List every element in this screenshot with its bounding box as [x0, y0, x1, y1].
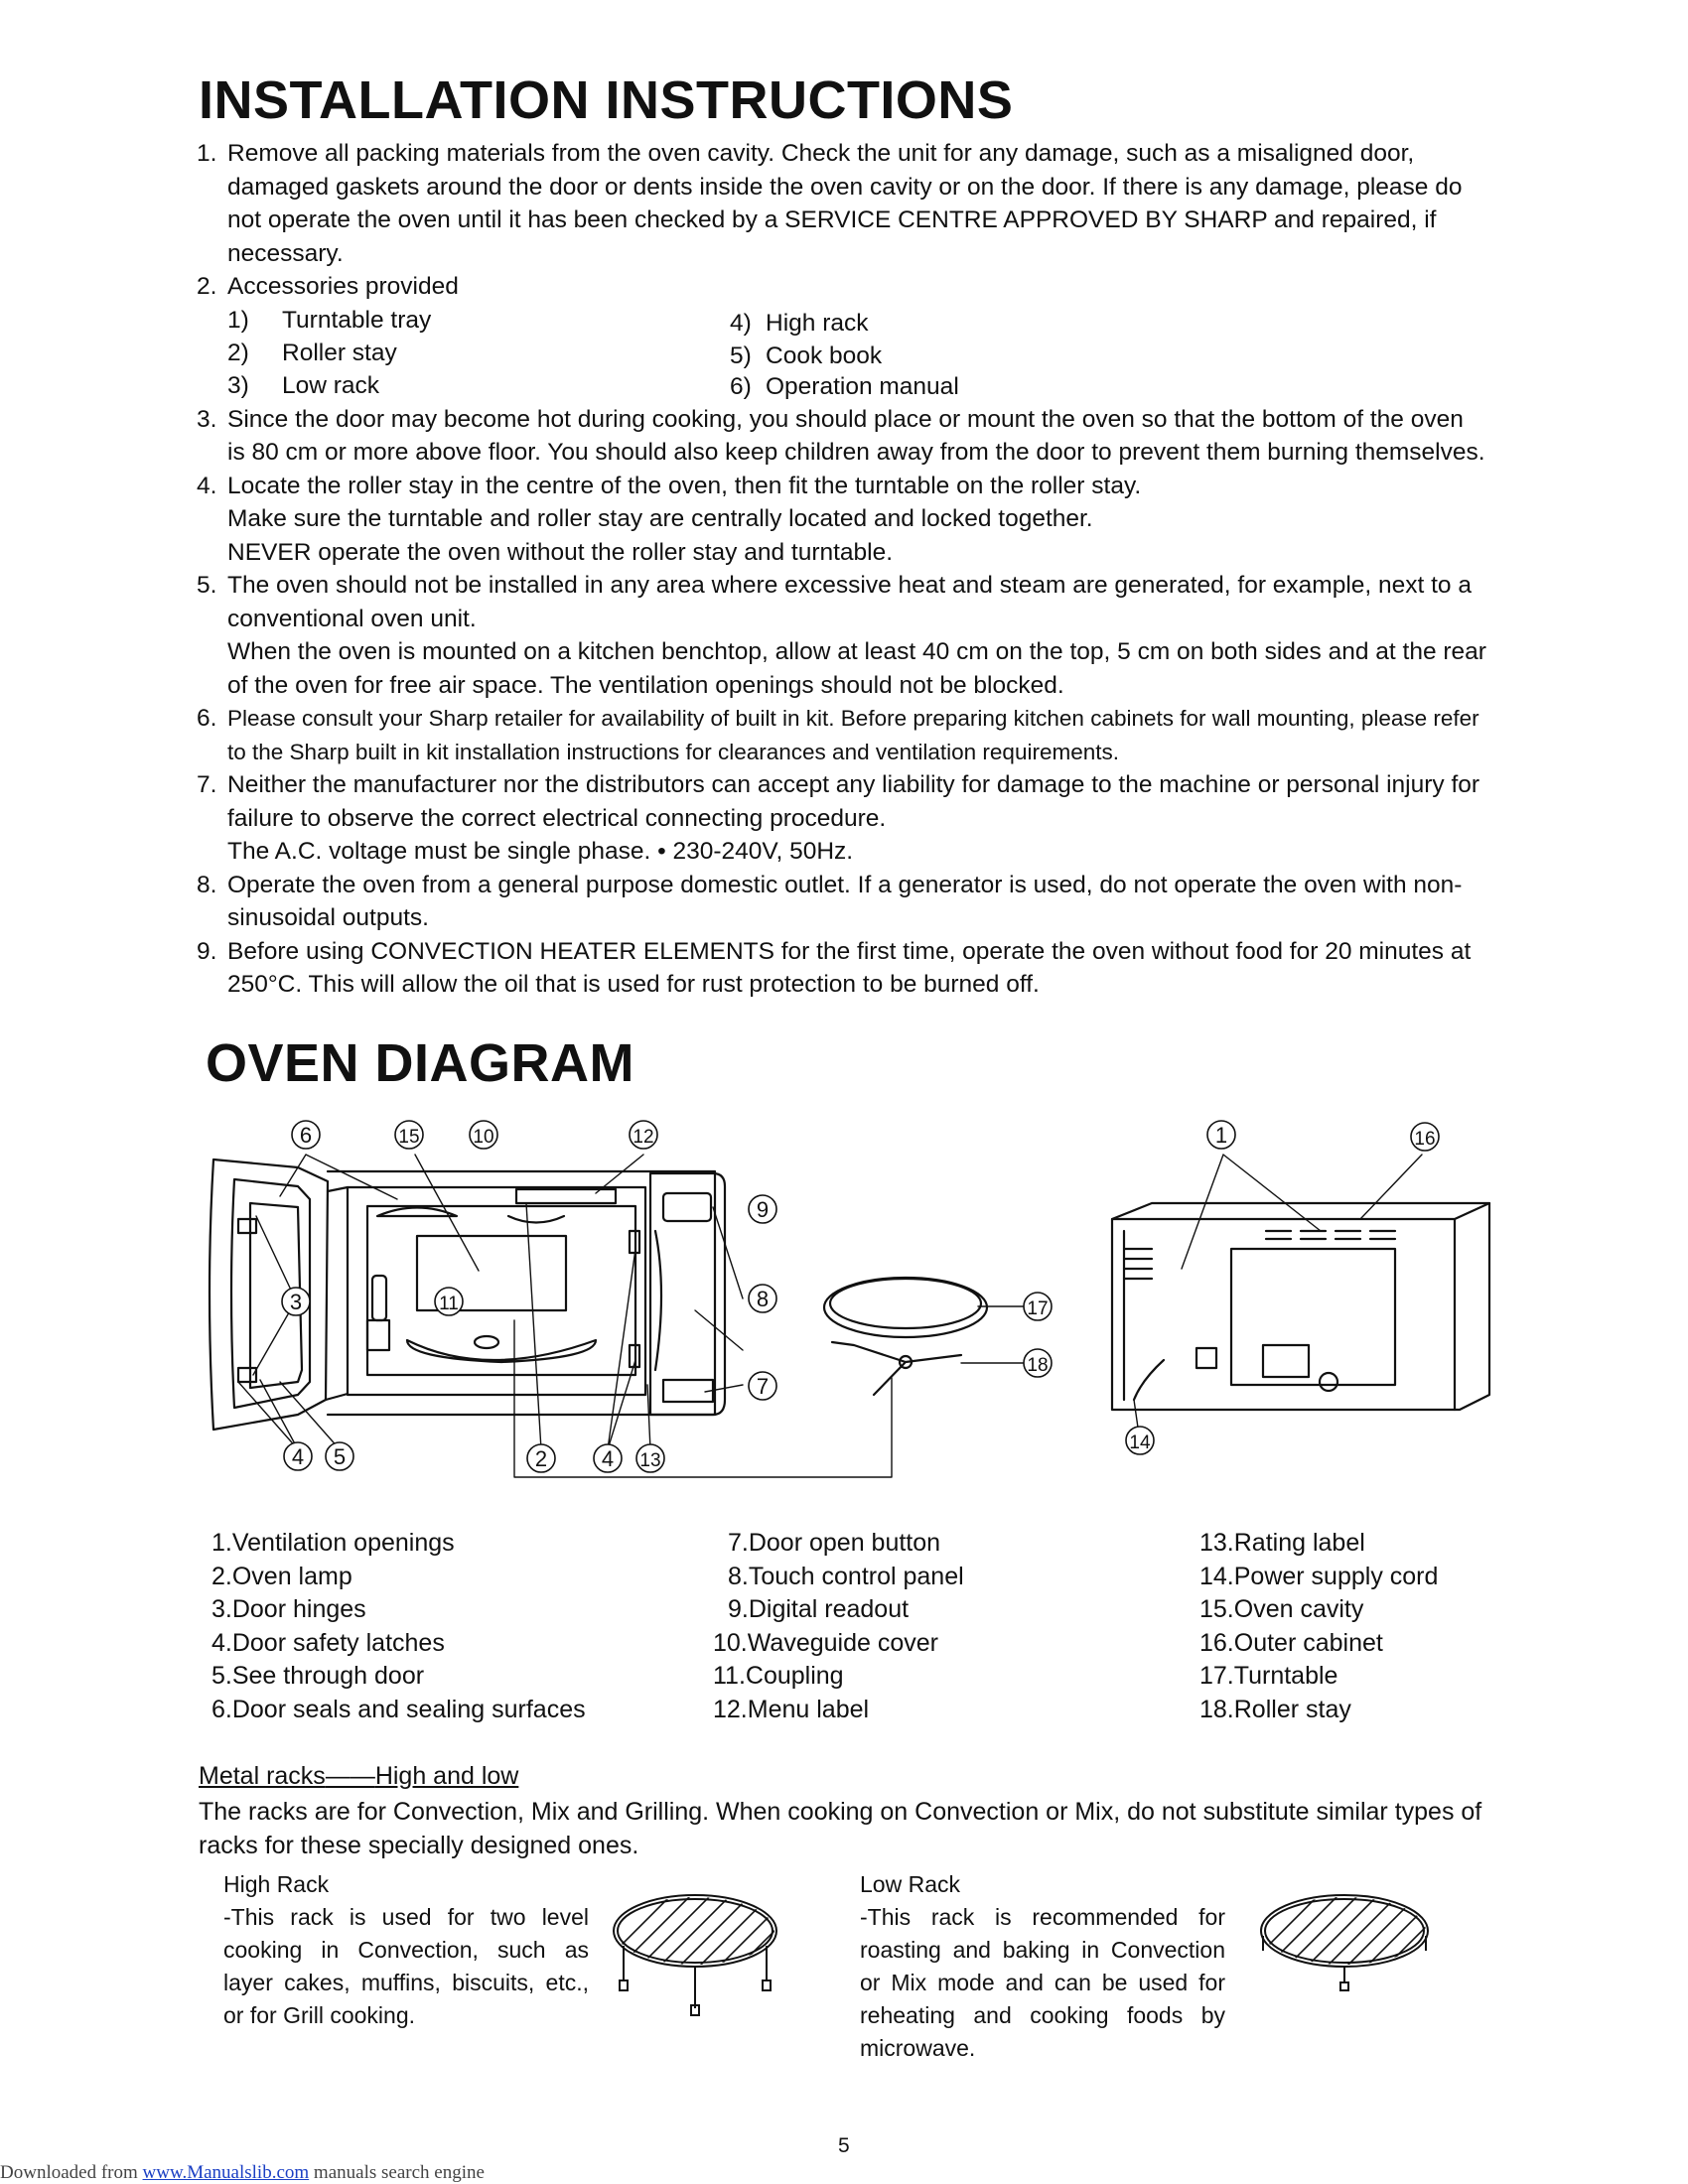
callout-7	[749, 1372, 776, 1400]
list-item: 5. The oven should not be installed in any area where excessive heat and steam are generated, for example, next to a conventional oven unit. When the oven is mounted on a kitchen benchtop, allow at least 40 cm on the top, 5 cm on both sides and at the rear of the oven for free air space. The ventilation openings should not be blocked.	[197, 572, 1486, 699]
callout-2	[527, 1444, 555, 1472]
low-rack-illustration	[1253, 1891, 1437, 2000]
callout-17	[1024, 1293, 1052, 1320]
accessory-item: Turntable tray	[282, 306, 432, 334]
svg-text:17: 17	[1027, 1298, 1049, 1319]
legend-column-1	[211, 1527, 586, 1726]
legend-item: 1.Ventilation openings	[211, 1529, 455, 1557]
low-rack-description	[860, 1868, 1225, 2065]
callout-1	[1207, 1121, 1235, 1149]
callout-9	[749, 1195, 776, 1223]
section-title-oven-diagram: OVEN DIAGRAM	[206, 1033, 635, 1093]
legend-item: 2.Oven lamp	[211, 1562, 352, 1590]
list-item: 1. Remove all packing materials from the oven cavity. Check the unit for any damage, such as a misaligned door, damaged gaskets around the door or dents inside the oven cavity or on the door. If there is any damage, please do not operate the oven until it has been checked by a SERVICE CENTRE APPROVED BY SHARP and repaired, if necessary.	[197, 140, 1463, 267]
legend-item: 5.See through door	[211, 1662, 425, 1690]
svg-text:2: 2	[534, 1446, 548, 1471]
callout-10	[470, 1121, 497, 1149]
manualslib-link[interactable]: www.Manualslib.com	[142, 2162, 310, 2183]
high-rack-title: High Rack	[223, 1871, 330, 1897]
list-item: 6. Please consult your Sharp retailer for availability of built in kit. Before preparing kitchen cabinets for wall mounting, please refer to the Sharp built in kit installation instructions for clearances and ventilation requirements.	[197, 705, 1479, 764]
callout-13	[636, 1444, 664, 1472]
legend-item: 10.Waveguide cover	[713, 1628, 938, 1657]
callout-11	[435, 1288, 463, 1315]
high-rack-description	[223, 1868, 589, 2032]
svg-text:14: 14	[1129, 1433, 1151, 1453]
svg-text:4: 4	[601, 1446, 615, 1471]
legend-item: 8.Touch control panel	[728, 1562, 964, 1590]
accessory-item: Operation manual	[766, 372, 959, 400]
list-item: 9. Before using CONVECTION HEATER ELEMENTS for the first time, operate the oven without food for 20 minutes at 250°C. This will allow the oil that is used for rust protection to be burned off.	[197, 937, 1472, 998]
callout-5	[326, 1442, 353, 1470]
svg-text:10: 10	[473, 1127, 494, 1148]
svg-text:3: 3	[289, 1290, 303, 1314]
list-item: 7. Neither the manufacturer nor the distributors can accept any liability for damage to the machine or personal injury for failure to observe the correct electrical connecting procedure. The A.C. voltage must be single phase. • 230-240V, 50Hz.	[197, 771, 1480, 865]
callout-14	[1126, 1427, 1154, 1454]
callout-8	[749, 1285, 776, 1312]
legend-item: 9.Digital readout	[728, 1595, 910, 1623]
legend-item: 4.Door safety latches	[211, 1628, 445, 1657]
svg-text:1: 1	[1214, 1123, 1228, 1148]
legend-item: 6.Door seals and sealing surfaces	[211, 1695, 586, 1723]
callout-12	[630, 1121, 657, 1149]
svg-text:5: 5	[333, 1444, 347, 1469]
legend-item: 13.Rating label	[1199, 1529, 1365, 1557]
accessories-list: 1) Turntable tray 2) Roller stay 3) Low rack 4) High rack 5) Cook book 6) Operation manual	[227, 306, 959, 400]
svg-text:8: 8	[756, 1287, 770, 1311]
legend-column-2	[713, 1527, 964, 1726]
svg-text:12: 12	[633, 1127, 654, 1148]
svg-text:16: 16	[1414, 1129, 1436, 1150]
download-footer: Downloaded from www.Manualslib.com manuals search engine	[0, 2162, 485, 2183]
high-rack-text: -This rack is used for two level cooking in Convection, such as layer cakes, muffins, biscuits, etc., or for Grill cooking.	[223, 1904, 589, 2028]
callout-16	[1411, 1123, 1439, 1151]
svg-text:4: 4	[291, 1444, 305, 1469]
list-item: 2. Accessories provided 1) Turntable tray 2) Roller stay 3) Low rack 4) High rack 5) Cook book 6) Operation manual	[197, 270, 1487, 403]
callout-4	[284, 1442, 312, 1470]
svg-text:6: 6	[299, 1123, 313, 1148]
page-number: 5	[838, 2134, 850, 2157]
legend-item: 7.Door open button	[728, 1529, 941, 1557]
legend-item: 3.Door hinges	[211, 1595, 366, 1623]
list-item: 3. Since the door may become hot during cooking, you should place or mount the oven so that the bottom of the oven is 80 cm or more above floor. You should also keep children away from the door to prevent them burning themselves.	[197, 405, 1485, 466]
legend-item: 14.Power supply cord	[1199, 1562, 1439, 1590]
legend-item: 15.Oven cavity	[1199, 1595, 1364, 1623]
legend-item: 18.Roller stay	[1199, 1695, 1351, 1723]
svg-text:7: 7	[756, 1374, 770, 1399]
legend-item: 16.Outer cabinet	[1199, 1628, 1383, 1657]
accessory-item: Roller stay	[282, 339, 397, 366]
legend-item: 12.Menu label	[713, 1695, 870, 1723]
callout-4b	[594, 1444, 622, 1472]
svg-text:15: 15	[398, 1127, 420, 1148]
list-item: 4. Locate the roller stay in the centre of the oven, then fit the turntable on the roller stay. Make sure the turntable and roller stay are centrally located and locked together. NEVER operate the oven without the roller stay and turntable.	[197, 472, 1142, 566]
callout-15	[395, 1121, 423, 1149]
callout-6	[292, 1121, 320, 1149]
legend-item: 17.Turntable	[1199, 1662, 1338, 1690]
section-title-installation: INSTALLATION INSTRUCTIONS	[199, 70, 1014, 130]
racks-intro: The racks are for Convection, Mix and Grilling. When cooking on Convection or Mix, do not substitute similar types of racks for these specially designed ones.	[199, 1798, 1482, 1859]
accessory-item: Low rack	[282, 371, 380, 399]
racks-heading: Metal racks——High and low	[199, 1762, 519, 1790]
callout-3	[282, 1288, 310, 1315]
low-rack-title: Low Rack	[860, 1871, 960, 1897]
high-rack-illustration	[606, 1891, 784, 2020]
accessory-item: High rack	[766, 309, 869, 337]
svg-text:18: 18	[1027, 1355, 1049, 1376]
svg-text:9: 9	[756, 1197, 770, 1222]
list-item: 8. Operate the oven from a general purpose domestic outlet. If a generator is used, do not operate the oven with non-sinusoidal outputs.	[197, 871, 1463, 931]
callout-markers	[0, 1092, 1688, 1509]
svg-text:11: 11	[439, 1294, 459, 1314]
accessory-item: Cook book	[766, 341, 883, 369]
installation-list	[197, 137, 1487, 1002]
low-rack-text: -This rack is recommended for roasting and baking in Convection or Mix mode and can be used for reheating and cooking foods by microwave.	[860, 1904, 1225, 2061]
svg-text:13: 13	[639, 1450, 661, 1471]
legend-column-3	[1199, 1527, 1438, 1726]
callout-18	[1024, 1349, 1052, 1377]
legend-item: 11.Coupling	[713, 1662, 844, 1690]
